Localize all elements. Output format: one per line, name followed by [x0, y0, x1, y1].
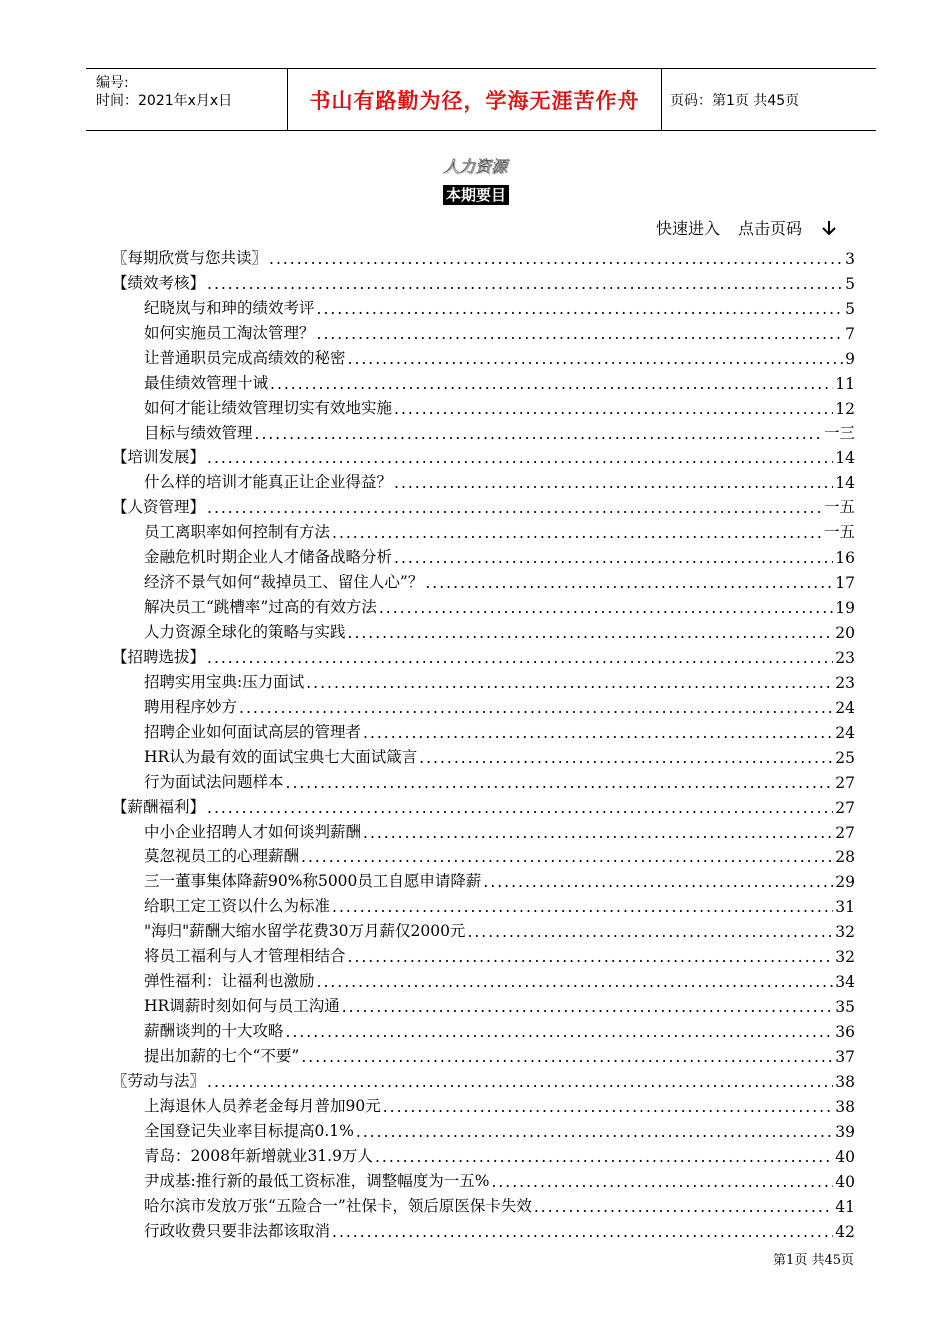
toc-entry-title: 【薪酬福利】	[112, 797, 206, 816]
toc-section[interactable]	[112, 1066, 855, 1091]
toc-entry-title: 〖劳动与法〗	[112, 1071, 206, 1090]
toc-page-number[interactable]: 17	[835, 574, 855, 593]
toc-leader-dots	[207, 499, 822, 517]
toc-leader-dots	[332, 1223, 833, 1241]
toc-entry-title: 薪酬谈判的十大攻略	[144, 1022, 284, 1040]
toc-page-number[interactable]: 23	[835, 648, 855, 667]
toc-leader-dots	[207, 799, 833, 817]
toc-entry-title: 如何才能让绩效管理切实有效地实施	[144, 398, 393, 417]
toc-entry-title: 将员工福利与人才管理相结合	[144, 947, 346, 966]
toc-entry[interactable]	[112, 368, 855, 393]
toc-leader-dots	[207, 1073, 833, 1091]
toc-entry-title: 中小企业招聘人才如何谈判薪酬	[144, 822, 362, 841]
toc-entry-title: 【人资管理】	[112, 498, 206, 517]
toc-leader-dots	[255, 425, 822, 443]
toc-leader-dots	[301, 848, 833, 866]
toc-leader-dots	[286, 774, 834, 792]
toc-leader-dots	[363, 824, 833, 842]
toc-page-number[interactable]: 38	[835, 1097, 855, 1116]
toc-entry[interactable]	[112, 941, 855, 966]
toc-leader-dots	[239, 699, 833, 717]
toc-entry[interactable]	[112, 717, 855, 742]
toc-page-number[interactable]: 19	[835, 599, 855, 618]
toc-section[interactable]	[112, 792, 855, 817]
toc-section[interactable]	[112, 443, 855, 468]
toc-entry[interactable]	[112, 842, 855, 867]
toc-page-number[interactable]: 一五	[823, 498, 855, 517]
toc-section[interactable]	[112, 642, 855, 667]
header-meta	[86, 69, 288, 130]
toc-entry[interactable]	[112, 517, 855, 542]
toc-entry-title: 全国登记失业率目标提高0.1%	[144, 1121, 354, 1140]
toc-entry-title: 让普通职员完成高绩效的秘密	[144, 348, 346, 367]
toc-entry[interactable]	[112, 891, 855, 916]
toc-leader-dots	[286, 1023, 834, 1041]
toc-entry-title: 弹性福利：让福利也激励	[144, 972, 315, 991]
toc-entry-title: 人力资源全球化的策略与实践	[144, 623, 346, 641]
toc-entry[interactable]	[112, 617, 855, 642]
toc-page-number[interactable]: 5	[845, 299, 855, 318]
toc-leader-dots	[342, 998, 834, 1016]
toc-leader-dots	[332, 898, 833, 916]
toc-entry-title: HR认为最有效的面试宝典七大面试箴言	[144, 747, 418, 766]
toc-page-number[interactable]: 39	[835, 1122, 855, 1141]
toc-page-number[interactable]: 20	[835, 624, 855, 642]
toc-page-number[interactable]: 34	[835, 973, 855, 992]
toc-page-number[interactable]: 31	[835, 898, 855, 917]
toc-page-number[interactable]: 42	[835, 1222, 855, 1241]
toc-page-number[interactable]: 40	[835, 1172, 855, 1191]
toc-entry[interactable]	[112, 991, 855, 1016]
toc-entry-title: 什么样的培训才能真正让企业得益？	[144, 473, 393, 492]
toc-entry-title: 哈尔滨市发放万张“五险合一”社保卡，领后原医保卡失效	[144, 1196, 532, 1215]
page-header	[86, 68, 876, 131]
toc-leader-dots	[317, 973, 834, 991]
toc-leader-dots	[348, 948, 834, 966]
toc-leader-dots	[301, 1048, 833, 1066]
toc-page-number[interactable]: 29	[835, 873, 855, 892]
toc-leader-dots	[483, 873, 833, 891]
toc-entry[interactable]	[112, 866, 855, 891]
toc-entry-title: 上海退休人员养老金每月普加90元	[144, 1096, 381, 1115]
table-of-contents	[112, 243, 855, 1241]
arrow-down-icon	[820, 219, 838, 237]
toc-entry-title: 招聘实用宝典:压力面试	[144, 672, 305, 691]
toc-leader-dots	[317, 300, 844, 318]
toc-entry-title: 招聘企业如何面试高层的管理者	[144, 722, 362, 741]
header-motto-cell	[288, 69, 662, 130]
toc-section[interactable]	[112, 243, 855, 268]
toc-entry-title: "海归"薪酬大缩水留学花费30万月薪仅2000元	[144, 922, 466, 941]
toc-entry-title: 行为面试法问题样本	[144, 772, 284, 791]
toc-page-number[interactable]: 5	[845, 274, 855, 293]
toc-entry-title: 【招聘选拔】	[112, 647, 206, 666]
toc-page-number[interactable]: 3	[845, 249, 855, 268]
toc-page-number[interactable]: 36	[835, 1023, 855, 1041]
toc-entry-title: HR调薪时刻如何与员工沟通	[144, 997, 340, 1016]
toc-leader-dots	[306, 674, 833, 692]
toc-entry[interactable]	[112, 1216, 855, 1241]
toc-entry[interactable]	[112, 418, 855, 443]
toc-page-number[interactable]: 27	[835, 823, 855, 842]
toc-leader-dots	[356, 1123, 833, 1141]
toc-page-number[interactable]: 14	[835, 474, 855, 493]
code-label: 编号:	[96, 75, 129, 91]
toc-page-number[interactable]: 38	[835, 1072, 855, 1091]
toc-leader-dots	[394, 549, 833, 567]
toc-leader-dots	[207, 449, 833, 467]
toc-entry-title: 青岛：2008年新增就业31.9万人	[144, 1146, 373, 1165]
toc-entry[interactable]	[112, 343, 855, 368]
toc-entry[interactable]	[112, 817, 855, 842]
section-heading: 本期要目	[443, 185, 509, 205]
toc-page-number[interactable]: 27	[835, 798, 855, 817]
toc-entry[interactable]	[112, 667, 855, 692]
toc-entry[interactable]	[112, 567, 855, 592]
toc-page-number[interactable]: 41	[835, 1197, 855, 1216]
toc-entry[interactable]	[112, 692, 855, 717]
toc-entry-title: 〖每期欣赏与您共读〗	[112, 248, 268, 267]
toc-page-number[interactable]: 12	[835, 399, 855, 418]
toc-leader-dots	[348, 624, 834, 642]
toc-leader-dots	[379, 599, 833, 617]
toc-section[interactable]	[112, 492, 855, 517]
toc-entry[interactable]	[112, 1191, 855, 1216]
toc-leader-dots	[491, 1173, 833, 1191]
quick-enter-label: 快速进入	[655, 219, 720, 238]
toc-leader-dots	[363, 724, 833, 742]
toc-leader-dots	[383, 1098, 834, 1116]
toc-entry[interactable]	[112, 1016, 855, 1041]
toc-entry-title: 聘用程序妙方	[144, 697, 238, 716]
toc-page-number[interactable]: 16	[835, 549, 855, 568]
toc-entry-title: 尹成基:推行新的最低工资标准，调整幅度为一五%	[144, 1171, 490, 1190]
toc-leader-dots	[270, 375, 833, 393]
toc-leader-dots	[348, 350, 844, 368]
toc-entry[interactable]	[112, 966, 855, 991]
toc-entry-title: 【培训发展】	[112, 448, 206, 467]
toc-entry[interactable]	[112, 1091, 855, 1116]
toc-entry-title: 目标与绩效管理	[144, 423, 253, 442]
toc-entry-title: 如何实施员工淘汰管理？	[144, 323, 315, 342]
toc-page-number[interactable]: 9	[845, 349, 855, 368]
toc-page-number[interactable]: 32	[835, 948, 855, 967]
toc-entry[interactable]	[112, 318, 855, 343]
toc-entry[interactable]	[112, 293, 855, 318]
toc-page-number[interactable]: 27	[835, 773, 855, 792]
toc-entry[interactable]	[112, 592, 855, 617]
toc-page-number[interactable]: 14	[835, 449, 855, 468]
toc-entry-title: 三一董事集体降薪90%称5000员工自愿申请降薪	[144, 872, 482, 891]
toc-entry-title: 金融危机时期企业人才储备战略分析	[144, 548, 393, 567]
toc-entry-title: 解决员工“跳槽率”过高的有效方法	[144, 598, 377, 617]
toc-leader-dots	[332, 524, 822, 542]
toc-entry-title: 纪晓岚与和珅的绩效考评	[144, 298, 315, 317]
toc-entry[interactable]	[112, 1166, 855, 1191]
toc-section[interactable]	[112, 268, 855, 293]
click-page-label: 点击页码	[737, 219, 802, 238]
toc-entry-title: 【绩效考核】	[112, 273, 206, 292]
toc-page-number[interactable]: 40	[835, 1147, 855, 1166]
toc-entry[interactable]	[112, 742, 855, 767]
toc-leader-dots	[317, 325, 844, 343]
toc-page-number[interactable]: 23	[835, 673, 855, 692]
toc-page-number[interactable]: 11	[835, 374, 855, 393]
toc-entry[interactable]	[112, 916, 855, 941]
page-footer: 第1页 共45页	[773, 1253, 854, 1268]
toc-entry-title: 最佳绩效管理十诫	[144, 373, 269, 392]
toc-leader-dots	[467, 923, 833, 941]
toc-leader-dots	[375, 1148, 833, 1166]
toc-entry[interactable]	[112, 393, 855, 418]
toc-entry-title: 行政收费只要非法都该取消	[144, 1221, 331, 1240]
time-label: 时间：2021年x月x日	[96, 93, 233, 109]
toc-entry-title: 员工离职率如何控制有方法	[144, 523, 331, 542]
toc-entry[interactable]	[112, 542, 855, 567]
toc-page-number[interactable]: 24	[835, 723, 855, 742]
toc-leader-dots	[269, 250, 843, 268]
toc-entry-title: 提出加薪的七个“不要”	[144, 1046, 300, 1065]
toc-leader-dots	[419, 749, 833, 767]
toc-leader-dots	[207, 649, 833, 667]
toc-page-number[interactable]: 35	[835, 998, 855, 1017]
toc-page-number[interactable]: 一五	[823, 523, 855, 542]
toc-page-number[interactable]: 28	[835, 848, 855, 867]
toc-leader-dots	[425, 574, 833, 592]
toc-entry[interactable]	[112, 767, 855, 792]
toc-entry[interactable]	[112, 1141, 855, 1166]
toc-page-number[interactable]: 7	[845, 324, 855, 343]
toc-entry[interactable]	[112, 1041, 855, 1066]
toc-page-number[interactable]: 25	[835, 748, 855, 767]
toc-page-number[interactable]: 一三	[823, 423, 855, 442]
toc-page-number[interactable]: 24	[835, 698, 855, 717]
header-page-info: 页码：第1页 共45页	[670, 92, 800, 109]
quick-nav	[656, 216, 838, 239]
toc-page-number[interactable]: 37	[835, 1047, 855, 1066]
toc-entry-title: 经济不景气如何“裁掉员工、留住人心”？	[144, 573, 424, 592]
header-motto: 书山有路勤为径，学海无涯苦作舟	[309, 88, 640, 113]
document-title: 人力资源	[442, 157, 507, 176]
toc-leader-dots	[207, 275, 843, 293]
toc-page-number[interactable]: 32	[835, 923, 855, 942]
toc-entry[interactable]	[112, 467, 855, 492]
toc-entry-title: 给职工定工资以什么为标准	[144, 897, 331, 916]
toc-leader-dots	[394, 400, 833, 418]
toc-entry-title: 莫忽视员工的心理薪酬	[144, 847, 300, 866]
toc-entry[interactable]	[112, 1116, 855, 1141]
toc-leader-dots	[394, 474, 833, 492]
toc-leader-dots	[534, 1198, 833, 1216]
